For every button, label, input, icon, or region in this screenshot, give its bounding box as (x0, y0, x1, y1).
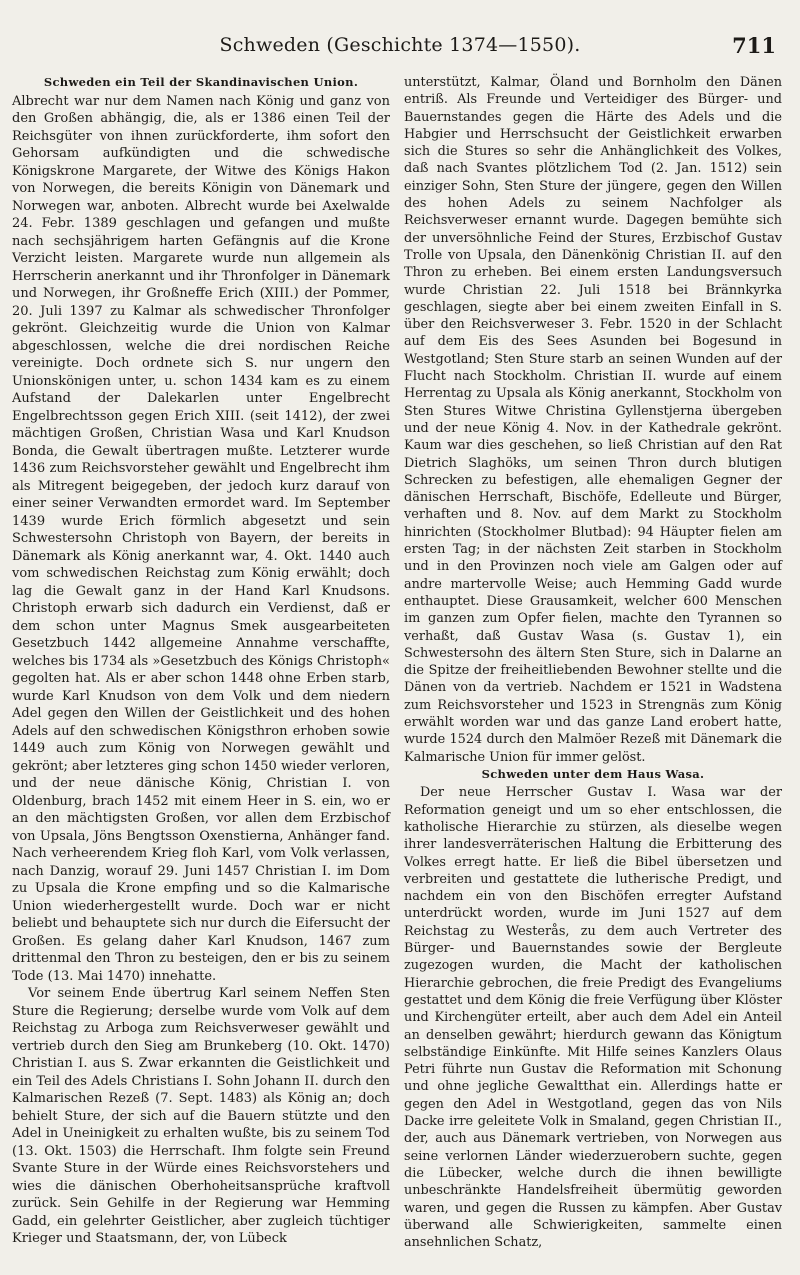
left-column (12, 74, 390, 1248)
paragraph: unterstützt, Kalmar, Öland und Bornholm den Dänen entriß. Als Freunde und Verteidiger des Bürger- und Bauernstandes gegen die Härte des Adels und die Habgier und Herrschsucht der Geistlichkeit erwarben sich die Stures so sehr die Anhänglichkeit des Volkes, daß nach Svantes plötzlichem Tod (2. Jan. 1512) sein einziger Sohn, Sten Sture der jüngere, gegen den Willen des hohen Adels zu seinem Nachfolger als Reichsverweser ernannt wurde. Dagegen bemühte sich der unversöhnliche Feind der Stures, Erzbischof Gustav Trolle von Upsala, den Dänenkönig Christian II. auf den Thron zu erheben. Bei einem ersten Landungsversuch wurde Christian 22. Juli 1518 bei Brännkyrka geschlagen, siegte aber bei einem zweiten Einfall in S. über den Reichsverweser 3. Febr. 1520 in der Schlacht auf dem Eis des Sees Asunden bei Bogesund in Westgotland; Sten Sture starb an seinen Wunden auf der Flucht nach Stockholm. Christian II. wurde auf einem Herrentag zu Upsala als König anerkannt, Stockholm von Sten Stures Witwe Christina Gyllenstjerna übergeben und der neue König 4. Nov. in der Kathedrale gekrönt. Kaum war dies geschehen, so ließ Christian auf den Rat Dietrich Slaghöks, um seinen Thron durch blutigen Schrecken zu befestigen, alle ehemaligen Gegner der dänischen Herrschaft, Bischöfe, Edelleute und Bürger, verhaften und 8. Nov. auf dem Markt zu Stockholm hinrichten (Stockholmer Blutbad): 94 Häupter fielen am ersten Tag; in der nächsten Zeit starben in Stockholm und in den Provinzen noch viele am Galgen oder auf andre martervolle Weise; auch Hemming Gadd wurde enthauptet. Diese Grausamkeit, welcher 600 Menschen im ganzen zum Opfer fielen, machte den Tyrannen so verhaßt, daß Gustav Wasa (s. Gustav 1), ein Schwestersohn des ältern Sten Sture, sich in Dalarne an die Spitze der freiheitliebenden Bewohner stellte und die Dänen von da vertrieb. Nachdem er 1521 in Wadstena zum Reichsvorsteher und 1523 in Strengnäs zum König erwählt worden war und das ganze Land erobert hatte, wurde 1524 durch den Malmöer Rezeß mit Dänemark die Kalmarische Union für immer gelöst. (404, 75, 782, 765)
page-header (14, 30, 786, 66)
right-column (404, 74, 782, 1251)
running-title: Schweden (Geschichte 1374—1550). (219, 34, 581, 56)
paragraph: Der neue Herrscher Gustav I. Wasa war der Reformation geneigt und um so eher entschlossen, die katholische Hierarchie zu stürzen, als dieselbe wegen ihrer landesverräterischen Haltung die Erbitterung des Volkes erregt hatte. Er ließ die Bibel übersetzen und verbreiten und gestattete die lutherische Predigt, und nachdem ein von den Bischöfen erregter Aufstand unterdrückt worden, wurde im Juni 1527 auf dem Reichstag zu Westerås, zu dem auch Vertreter des Bürger- und Bauernstandes sowie der Bergleute zugezogen wurden, die Macht der katholischen Hierarchie gebrochen, die freie Predigt des Evangeliums gestattet und dem König die freie Verfügung über Klöster und Kirchengüter erteilt, aber auch dem Adel ein Anteil an denselben gewährt; hierdurch gewann das Königtum selbständige Einkünfte. Mit Hilfe seines Kanzlers Olaus Petri führte nun Gustav die Reformation mit Schonung und ohne jegliche Gewaltthat ein. Allerdings hatte er gegen den Adel in Westgotland, gegen das von Nils Dacke irre geleitete Volk in Smaland, gegen Christian II., der, auch aus Dänemark vertrieben, von Norwegen aus seine verlornen Länder wiederzuerobern suchte, gegen die Lübecker, welche durch die ihnen bewilligte unbeschränkte Handelsfreiheit übermütig geworden waren, und gegen die Russen zu kämpfen. Aber Gustav überwand alle Schwierigkeiten, sammelte einen ansehnlichen Schatz, (404, 785, 782, 1251)
section-heading-union: Schweden ein Teil der Skandinavischen Union. (43, 75, 359, 89)
page-number: 711 (732, 33, 776, 58)
paragraph: Albrecht war nur dem Namen nach König und ganz von den Großen abhängig, die, als er 1386 einen Teil der Reichsgüter von ihnen zurückforderte, ihm sofort den Gehorsam aufkündigten und die schwedische Königskrone Margarete, der Witwe des Königs Hakon von Norwegen, die bereits Königin von Dänemark und Norwegen war, anboten. Albrecht wurde bei Axelwalde 24. Febr. 1389 geschlagen und gefangen und mußte nach sechsjährigem harten Gefängnis auf die Krone Verzicht leisten. Margarete wurde nun allgemein als Herrscherin anerkannt und ihr Thronfolger in Dänemark und Norwegen, ihr Großneffe Erich (XIII.) der Pommer, 20. Juli 1397 zu Kalmar als schwedischer Thronfolger gekrönt. Gleichzeitig wurde die Union von Kalmar abgeschlossen, welche die drei nordischen Reiche vereinigte. Doch ordnete sich S. nur ungern den Unionskönigen unter, u. schon 1434 kam es zu einem Aufstand der Dalekarlen unter Engelbrecht Engelbrechtsson gegen Erich XIII. (seit 1412), der zwei mächtigen Großen, Christian Wasa und Karl Knudson Bonda, die Gewalt übertragen mußte. Letzterer wurde 1436 zum Reichsvorsteher gewählt und Engelbrecht ihm als Mitregent beigegeben, der jedoch kurz darauf von einer seiner Verwandten ermordet ward. Im September 1439 wurde Erich förmlich abgesetzt und sein Schwestersohn Christoph von Bayern, der bereits in Dänemark als König anerkannt war, 4. Okt. 1440 auch vom schwedischen Reichstag zum König erwählt; doch lag die Gewalt ganz in der Hand Karl Knudsons. Christoph erwarb sich dadurch ein Verdienst, daß er dem schon unter Magnus Smek ausgearbeiteten Gesetzbuch 1442 allgemeine Annahme verschaffte, welches bis 1734 als »Gesetzbuch des Königs Christoph« gegolten hat. Als er aber schon 1448 ohne Erben starb, wurde Karl Knudson von dem Volk und dem niedern Adel gegen den Willen der Geistlichkeit und des hohen Adels auf den schwedischen Königsthron erhoben sowie 1449 auch zum König von Norwegen gewählt und gekrönt; aber letzteres ging schon 1450 wieder verloren, und der neue dänische König, Christian I. von Oldenburg, brach 1452 mit einem Heer in S. ein, wo er an den mächtigsten Großen, vor allen dem Erzbischof von Upsala, Jöns Bengtsson Oxenstierna, Anhänger fand. Nach verheerendem Krieg floh Karl, vom Volk verlassen, nach Danzig, worauf 29. Juni 1457 Christian I. im Dom zu Upsala die Krone empfing und so die Kalmarische Union wiederhergestellt wurde. Doch war er nicht beliebt und behauptete sich nur durch die Eifersucht der Großen. Es gelang daher Karl Knudson, 1467 zum drittenmal den Thron zu besteigen, den er bis zu seinem Tode (13. Mai 1470) innehatte. (12, 93, 391, 984)
paragraph: Vor seinem Ende übertrug Karl seinem Neffen Sten Sture die Regierung; derselbe wurde vom Volk auf dem Reichstag zu Arboga zum Reichsverweser gewählt und vertrieb durch den Sieg am Brunkeberg (10. Okt. 1470) Christian I. aus S. Zwar erkannten die Geistlichkeit und ein Teil des Adels Christians I. Sohn Johann II. durch den Kalmarischen Rezeß (7. Sept. 1483) als König an; doch behielt Sture, der sich auf die Bauern stützte und den Adel in Uneinigkeit zu erhalten wußte, bis zu seinem Tod (13. Okt. 1503) die Herrschaft. Ihm folgte sein Freund Svante Sture in der Würde eines Reichsvorstehers und wies die dänischen Oberhoheitsansprüche kraftvoll zurück. Sein Gehilfe in der Regierung war Hemming Gadd, ein gelehrter Geistlicher, aber zugleich tüchtiger Krieger und Staatsmann, der, von Lübeck (12, 986, 390, 1246)
section-heading-wasa: Schweden unter dem Haus Wasa. (481, 766, 705, 781)
